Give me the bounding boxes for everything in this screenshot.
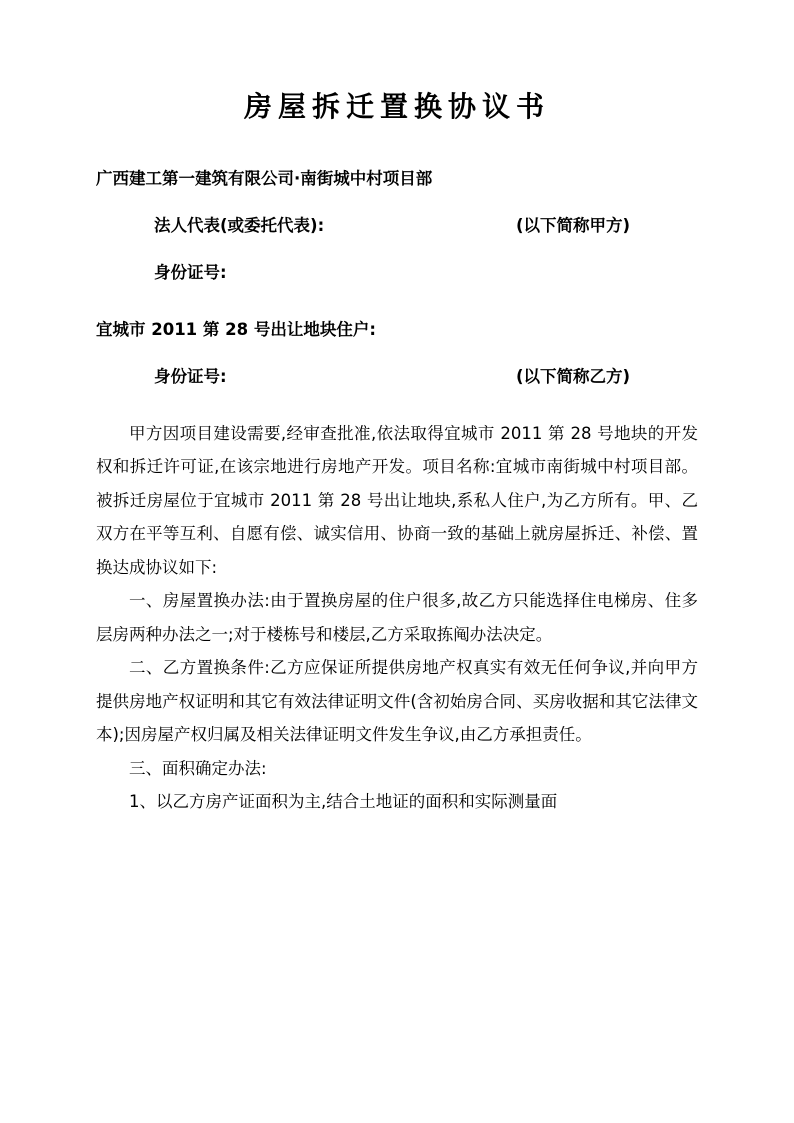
party-b-header: 宜城市 2011 第 28 号出让地块住户: [96,320,376,339]
party-a-id-row [96,256,698,289]
page-title: 房屋拆迁置换协议书 [243,90,550,123]
legal-representative-row [96,209,698,242]
party-a-id-label: 身份证号: [154,263,227,282]
paragraph-clause-3: 三、面积确定办法: [129,758,267,778]
party-b-id-row [96,360,698,393]
paragraph-clause-1: 一、房屋置换办法:由于置换房屋的住户很多,故乙方只能选择住电梯房、住多层房两种办法之一;对于楼栋号和楼层,乙方采取拣阄办法决定。 [96,591,698,644]
spacer [96,303,698,313]
legal-representative-label: 法人代表(或委托代表): [154,216,325,235]
party-a-alias-note: (以下简称甲方) [516,216,631,235]
party-b-id-label: 身份证号: [154,367,227,386]
party-a-company: 广西建工第一建筑有限公司·南街城中村项目部 [96,169,433,188]
body-content [96,417,698,819]
paragraph-clause-2: 二、乙方置换条件:乙方应保证所提供房地产权真实有效无任何争议,并向甲方提供房地产权证明和其它有效法律证明文件(含初始房合同、买房收据和其它法律文本);因房屋产权归属及相关法律证明文件发生争议,由乙方承担责任。 [96,658,698,745]
paragraph-preamble: 甲方因项目建设需要,经审查批准,依法取得宜城市 2011 第 28 号地块的开发权和拆迁许可证,在该宗地进行房地产开发。项目名称:宜城市南街城中村项目部。被拆迁房屋位于宜城市 2011 第 28 号出让地块,系私人住户,为乙方所有。甲、乙双方在平等互利、自愿有偿、诚实信用、协商一致的基础上就房屋拆迁、补偿、置换达成协议如下: [96,424,698,577]
party-b-alias-note: (以下简称乙方) [516,367,631,386]
paragraph-clause-3-item-1: 1、以乙方房产证面积为主,结合土地证的面积和实际测量面 [129,792,558,812]
